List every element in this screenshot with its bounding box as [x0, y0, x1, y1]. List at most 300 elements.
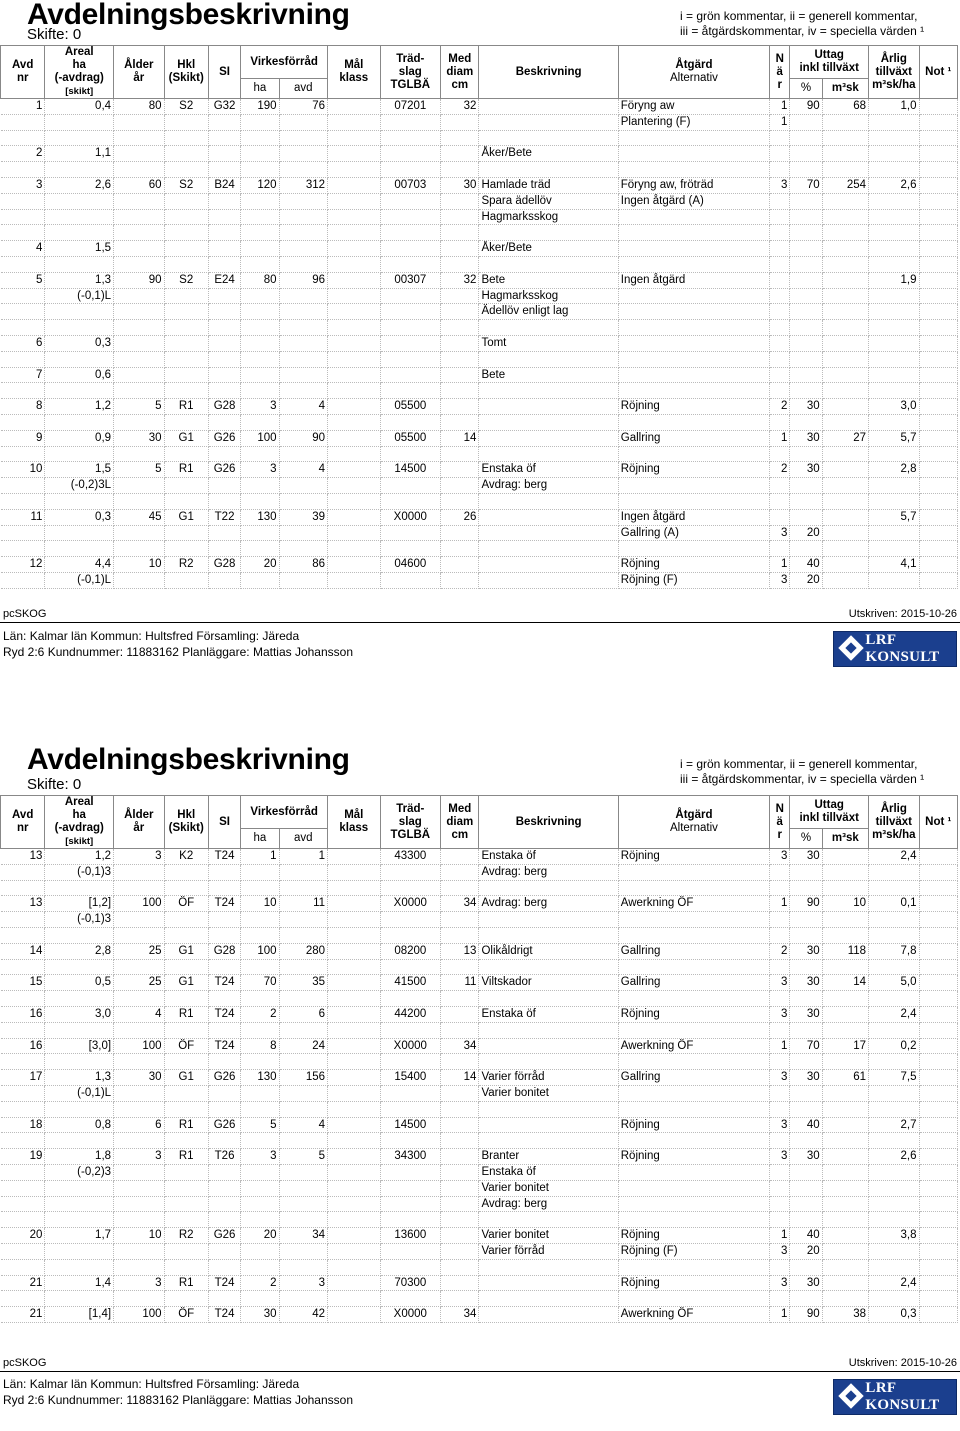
col-uttag-pct: %	[790, 829, 822, 849]
cell-hkl	[164, 130, 208, 146]
cell-tradslag: 15400	[380, 1070, 441, 1086]
cell-hkl: R1	[164, 1006, 208, 1022]
cell-beskrivning: Enstaka öf	[479, 849, 618, 865]
cell-vf-avd	[279, 912, 327, 928]
cell-hkl: G1	[164, 509, 208, 525]
cell-m3sk	[822, 288, 868, 304]
cell-tradslag: 07201	[380, 99, 441, 115]
cell-hkl	[164, 1022, 208, 1038]
cell-tradslag	[380, 493, 441, 509]
cell-not	[919, 399, 957, 415]
col-mal: Mål klass	[328, 796, 380, 849]
cell-nar	[770, 335, 790, 351]
cell-hkl	[164, 335, 208, 351]
page-title: Avdelningsbeskrivning	[27, 0, 350, 31]
cell-m3sk	[822, 493, 868, 509]
cell-hkl	[164, 1133, 208, 1149]
cell-alder	[114, 959, 164, 975]
cell-nar: 2	[770, 399, 790, 415]
table-row	[1, 509, 958, 525]
cell-pct: 90	[790, 99, 822, 115]
cell-pct: 40	[790, 1228, 822, 1244]
cell-nar	[770, 414, 790, 430]
cell-malklass	[328, 193, 380, 209]
cell-areal: 2,6	[45, 177, 114, 193]
cell-tradslag	[380, 414, 441, 430]
cell-pct	[790, 509, 822, 525]
cell-diam	[441, 414, 479, 430]
cell-m3sk	[822, 991, 868, 1007]
cell-nar: 1	[770, 896, 790, 912]
cell-malklass	[328, 927, 380, 943]
cell-avd	[1, 927, 45, 943]
cell-areal: 1,4	[45, 1275, 114, 1291]
table-row	[1, 1228, 958, 1244]
cell-tradslag	[380, 880, 441, 896]
cell-malklass	[328, 209, 380, 225]
cell-nar	[770, 288, 790, 304]
cell-malklass	[328, 912, 380, 928]
cell-hkl	[164, 1101, 208, 1117]
cell-areal	[45, 1180, 114, 1196]
cell-areal: [3,0]	[45, 1038, 114, 1054]
cell-atgard: Röjning	[618, 1275, 769, 1291]
cell-hkl	[164, 351, 208, 367]
cell-vf-avd	[279, 304, 327, 320]
cell-si: G26	[208, 1070, 240, 1086]
cell-si: G26	[208, 430, 240, 446]
cell-alder: 3	[114, 849, 164, 865]
table-row	[1, 1307, 958, 1323]
table-row	[1, 288, 958, 304]
cell-vf-ha	[241, 304, 279, 320]
cell-not	[919, 541, 957, 557]
cell-atgard	[618, 209, 769, 225]
table-row	[1, 335, 958, 351]
col-hkl: Hkl (Skikt)	[164, 796, 208, 849]
cell-hkl	[164, 1196, 208, 1212]
cell-malklass	[328, 849, 380, 865]
table-row	[1, 896, 958, 912]
cell-vf-avd	[279, 367, 327, 383]
cell-pct: 90	[790, 896, 822, 912]
cell-beskrivning: Bete	[479, 272, 618, 288]
cell-si: G26	[208, 1228, 240, 1244]
cell-nar: 3	[770, 1149, 790, 1165]
cell-arlig	[869, 288, 919, 304]
cell-not	[919, 335, 957, 351]
cell-vf-avd: 312	[279, 177, 327, 193]
cell-diam	[441, 557, 479, 573]
logo-diamond-icon	[838, 635, 861, 663]
cell-arlig	[869, 572, 919, 588]
cell-nar	[770, 383, 790, 399]
cell-alder: 60	[114, 177, 164, 193]
cell-tradslag	[380, 1085, 441, 1101]
cell-areal: (-0,1)L	[45, 1085, 114, 1101]
cell-areal: 0,9	[45, 430, 114, 446]
cell-areal	[45, 304, 114, 320]
cell-vf-ha	[241, 1291, 279, 1307]
cell-avd	[1, 1291, 45, 1307]
cell-vf-ha	[241, 912, 279, 928]
cell-m3sk	[822, 462, 868, 478]
cell-not	[919, 557, 957, 573]
cell-hkl	[164, 225, 208, 241]
cell-beskrivning: Åker/Bete	[479, 241, 618, 257]
cell-si	[208, 130, 240, 146]
cell-avd	[1, 1054, 45, 1070]
cell-pct	[790, 1180, 822, 1196]
table-row	[1, 541, 958, 557]
cell-si	[208, 320, 240, 336]
cell-alder: 30	[114, 1070, 164, 1086]
table-row	[1, 162, 958, 178]
cell-avd: 1	[1, 99, 45, 115]
cell-si	[208, 1101, 240, 1117]
cell-m3sk	[822, 849, 868, 865]
cell-nar	[770, 478, 790, 494]
cell-not	[919, 1054, 957, 1070]
cell-alder	[114, 351, 164, 367]
cell-diam: 34	[441, 1307, 479, 1323]
cell-areal	[45, 114, 114, 130]
cell-malklass	[328, 367, 380, 383]
cell-pct: 20	[790, 1243, 822, 1259]
cell-alder	[114, 880, 164, 896]
cell-m3sk	[822, 130, 868, 146]
cell-vf-avd	[279, 1164, 327, 1180]
cell-areal	[45, 414, 114, 430]
cell-si: G26	[208, 462, 240, 478]
cell-diam	[441, 959, 479, 975]
cell-hkl: K2	[164, 849, 208, 865]
cell-pct: 40	[790, 557, 822, 573]
cell-m3sk	[822, 225, 868, 241]
cell-m3sk	[822, 1085, 868, 1101]
cell-pct: 30	[790, 1275, 822, 1291]
cell-avd	[1, 1133, 45, 1149]
cell-not	[919, 272, 957, 288]
cell-avd	[1, 351, 45, 367]
table-row	[1, 1149, 958, 1165]
cell-malklass	[328, 896, 380, 912]
cell-vf-avd: 35	[279, 975, 327, 991]
cell-vf-ha: 2	[241, 1275, 279, 1291]
cell-hkl	[164, 446, 208, 462]
cell-atgard: Awerkning ÖF	[618, 1307, 769, 1323]
col-diam: Med diam cm	[441, 796, 479, 849]
cell-avd	[1, 193, 45, 209]
cell-m3sk	[822, 114, 868, 130]
cell-si: T24	[208, 849, 240, 865]
cell-tradslag: X0000	[380, 1307, 441, 1323]
col-alder: Ålder år	[114, 46, 164, 99]
cell-beskrivning	[479, 1259, 618, 1275]
footer-divider	[0, 1371, 960, 1372]
cell-hkl: G1	[164, 975, 208, 991]
table-row	[1, 1291, 958, 1307]
cell-arlig	[869, 880, 919, 896]
cell-m3sk	[822, 256, 868, 272]
cell-beskrivning	[479, 525, 618, 541]
cell-tradslag	[380, 959, 441, 975]
cell-vf-ha: 10	[241, 896, 279, 912]
cell-alder	[114, 1101, 164, 1117]
cell-not	[919, 1085, 957, 1101]
cell-nar: 1	[770, 557, 790, 573]
cell-areal	[45, 1054, 114, 1070]
cell-nar	[770, 272, 790, 288]
cell-nar: 1	[770, 99, 790, 115]
col-virkesforrad: Virkesförråd	[241, 46, 328, 79]
cell-nar	[770, 1259, 790, 1275]
cell-atgard	[618, 493, 769, 509]
cell-malklass	[328, 943, 380, 959]
cell-alder	[114, 1022, 164, 1038]
cell-pct	[790, 1054, 822, 1070]
table-row	[1, 1196, 958, 1212]
cell-vf-avd	[279, 1196, 327, 1212]
cell-atgard: Gallring	[618, 943, 769, 959]
cell-vf-ha: 8	[241, 1038, 279, 1054]
cell-atgard	[618, 414, 769, 430]
cell-areal: 1,2	[45, 399, 114, 415]
col-avd: Avd nr	[1, 46, 45, 99]
col-areal: Areal ha (-avdrag) [skikt]	[45, 46, 114, 99]
cell-arlig	[869, 1196, 919, 1212]
cell-alder	[114, 991, 164, 1007]
cell-hkl	[164, 1212, 208, 1228]
cell-vf-ha: 80	[241, 272, 279, 288]
cell-areal: 1,7	[45, 1228, 114, 1244]
cell-malklass	[328, 1243, 380, 1259]
cell-atgard: Föryng aw, fröträd	[618, 177, 769, 193]
cell-beskrivning: Branter	[479, 1149, 618, 1165]
cell-not	[919, 1038, 957, 1054]
program-name: pcSKOG	[3, 608, 47, 620]
cell-atgard	[618, 288, 769, 304]
cell-tradslag: 70300	[380, 1275, 441, 1291]
cell-tradslag	[380, 1133, 441, 1149]
cell-avd: 6	[1, 335, 45, 351]
cell-nar	[770, 541, 790, 557]
cell-atgard	[618, 927, 769, 943]
cell-vf-avd: 4	[279, 1117, 327, 1133]
cell-areal	[45, 351, 114, 367]
cell-nar	[770, 446, 790, 462]
cell-malklass	[328, 335, 380, 351]
cell-avd	[1, 525, 45, 541]
cell-m3sk: 118	[822, 943, 868, 959]
cell-tradslag	[380, 114, 441, 130]
cell-m3sk	[822, 1196, 868, 1212]
cell-atgard: Röjning	[618, 557, 769, 573]
table-row	[1, 525, 958, 541]
cell-areal	[45, 525, 114, 541]
cell-beskrivning: Hamlade träd	[479, 177, 618, 193]
cell-pct	[790, 130, 822, 146]
cell-beskrivning	[479, 541, 618, 557]
cell-beskrivning	[479, 430, 618, 446]
cell-tradslag	[380, 1196, 441, 1212]
cell-vf-ha	[241, 572, 279, 588]
cell-alder: 5	[114, 399, 164, 415]
table-row	[1, 1133, 958, 1149]
cell-not	[919, 209, 957, 225]
cell-avd: 8	[1, 399, 45, 415]
cell-beskrivning: Viltskador	[479, 975, 618, 991]
cell-avd: 10	[1, 462, 45, 478]
cell-nar: 3	[770, 1275, 790, 1291]
cell-si	[208, 351, 240, 367]
cell-alder	[114, 493, 164, 509]
cell-beskrivning	[479, 351, 618, 367]
cell-beskrivning	[479, 927, 618, 943]
cell-tradslag	[380, 864, 441, 880]
cell-tradslag: X0000	[380, 509, 441, 525]
cell-avd: 2	[1, 146, 45, 162]
table-row	[1, 927, 958, 943]
cell-avd	[1, 864, 45, 880]
cell-hkl	[164, 912, 208, 928]
cell-not	[919, 99, 957, 115]
cell-not	[919, 1022, 957, 1038]
cell-not	[919, 1228, 957, 1244]
cell-malklass	[328, 241, 380, 257]
cell-atgard: Awerkning ÖF	[618, 1038, 769, 1054]
cell-malklass	[328, 462, 380, 478]
cell-arlig	[869, 525, 919, 541]
cell-pct	[790, 959, 822, 975]
cell-pct: 30	[790, 849, 822, 865]
cell-alder	[114, 383, 164, 399]
cell-alder	[114, 335, 164, 351]
cell-pct	[790, 864, 822, 880]
cell-areal: 0,5	[45, 975, 114, 991]
cell-not	[919, 572, 957, 588]
cell-tradslag	[380, 446, 441, 462]
cell-vf-ha: 70	[241, 975, 279, 991]
cell-vf-avd	[279, 383, 327, 399]
cell-malklass	[328, 1054, 380, 1070]
cell-beskrivning	[479, 1101, 618, 1117]
cell-si	[208, 162, 240, 178]
cell-areal: 0,6	[45, 367, 114, 383]
cell-nar: 3	[770, 1243, 790, 1259]
cell-areal	[45, 193, 114, 209]
cell-alder: 90	[114, 272, 164, 288]
cell-malklass	[328, 1149, 380, 1165]
cell-alder: 25	[114, 975, 164, 991]
cell-malklass	[328, 146, 380, 162]
cell-not	[919, 912, 957, 928]
cell-nar: 1	[770, 114, 790, 130]
cell-hkl	[164, 525, 208, 541]
cell-diam	[441, 446, 479, 462]
cell-m3sk	[822, 1228, 868, 1244]
cell-vf-avd	[279, 414, 327, 430]
cell-tradslag	[380, 1291, 441, 1307]
cell-not	[919, 304, 957, 320]
table-row	[1, 114, 958, 130]
cell-hkl	[164, 1180, 208, 1196]
cell-arlig: 0,3	[869, 1307, 919, 1323]
cell-avd: 13	[1, 896, 45, 912]
cell-alder	[114, 1164, 164, 1180]
cell-m3sk	[822, 399, 868, 415]
cell-pct	[790, 414, 822, 430]
cell-m3sk	[822, 557, 868, 573]
col-vf-ha: ha	[241, 79, 279, 99]
cell-avd	[1, 1022, 45, 1038]
cell-malklass	[328, 1133, 380, 1149]
col-vf-avd: avd	[279, 829, 327, 849]
cell-not	[919, 1291, 957, 1307]
cell-hkl: ÖF	[164, 896, 208, 912]
cell-nar: 1	[770, 1228, 790, 1244]
cell-vf-avd	[279, 1259, 327, 1275]
cell-pct	[790, 1101, 822, 1117]
cell-vf-ha: 30	[241, 1307, 279, 1323]
cell-pct: 70	[790, 177, 822, 193]
cell-beskrivning: Tomt	[479, 335, 618, 351]
cell-pct: 30	[790, 1149, 822, 1165]
cell-malklass	[328, 541, 380, 557]
cell-pct: 70	[790, 1038, 822, 1054]
cell-pct: 30	[790, 975, 822, 991]
cell-nar	[770, 1101, 790, 1117]
cell-pct	[790, 1133, 822, 1149]
cell-not	[919, 975, 957, 991]
cell-alder	[114, 1133, 164, 1149]
cell-avd: 5	[1, 272, 45, 288]
cell-hkl	[164, 146, 208, 162]
cell-alder: 100	[114, 1038, 164, 1054]
cell-beskrivning	[479, 557, 618, 573]
cell-vf-avd	[279, 256, 327, 272]
cell-hkl	[164, 304, 208, 320]
cell-hkl	[164, 1291, 208, 1307]
cell-vf-avd	[279, 864, 327, 880]
cell-atgard	[618, 864, 769, 880]
cell-diam	[441, 1259, 479, 1275]
cell-nar	[770, 1180, 790, 1196]
cell-not	[919, 225, 957, 241]
cell-si	[208, 288, 240, 304]
cell-areal: (-0,2)3	[45, 1164, 114, 1180]
cell-hkl	[164, 959, 208, 975]
cell-nar	[770, 1054, 790, 1070]
cell-tradslag	[380, 162, 441, 178]
cell-pct	[790, 880, 822, 896]
cell-not	[919, 943, 957, 959]
cell-tradslag	[380, 1212, 441, 1228]
cell-malklass	[328, 557, 380, 573]
cell-avd	[1, 288, 45, 304]
cell-pct	[790, 478, 822, 494]
cell-vf-avd	[279, 225, 327, 241]
cell-vf-ha: 20	[241, 557, 279, 573]
cell-atgard	[618, 912, 769, 928]
cell-vf-ha	[241, 130, 279, 146]
cell-tradslag: 00703	[380, 177, 441, 193]
cell-hkl	[164, 493, 208, 509]
cell-vf-ha	[241, 880, 279, 896]
cell-tradslag: 34300	[380, 1149, 441, 1165]
cell-vf-avd: 3	[279, 1275, 327, 1291]
cell-tradslag	[380, 927, 441, 943]
